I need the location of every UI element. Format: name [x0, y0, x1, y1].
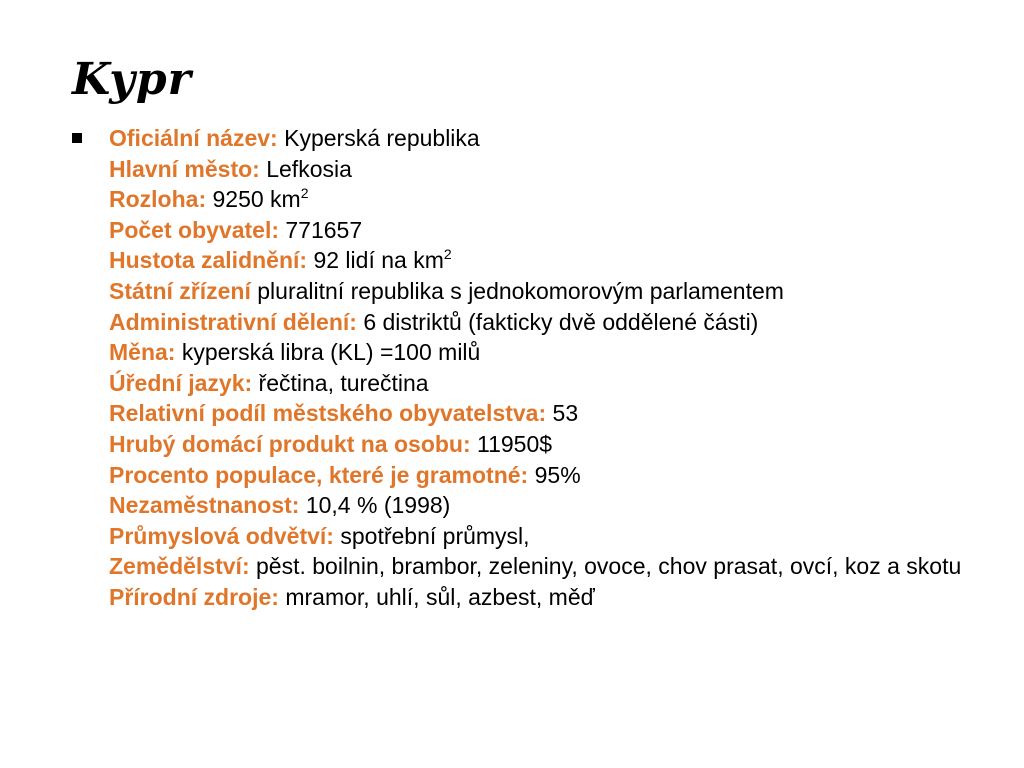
square-bullet-icon	[72, 133, 82, 143]
list-item-industry	[109, 521, 989, 552]
item-value: 771657	[285, 216, 363, 243]
item-value: pěst. boilnin, brambor, zeleniny, ovoce, chov prasat, ovcí, koz a skotu	[256, 553, 962, 580]
item-value: kyperská libra (KL) =100 milů	[181, 339, 481, 366]
item-value: Kyperská republika	[284, 125, 480, 151]
list-item-administrative-division	[109, 307, 989, 338]
list-item-density	[109, 245, 989, 276]
slide-title: Kypr	[72, 54, 192, 105]
list-item-official-language	[109, 368, 989, 399]
item-label: Úřední jazyk:	[109, 369, 253, 396]
item-value: pluralitní republika s jednokomorovým parlamentem	[257, 277, 784, 304]
item-label: Průmyslová odvětví:	[109, 522, 334, 549]
list-item-currency	[109, 337, 989, 368]
item-label: Administrativní dělení:	[109, 308, 357, 335]
item-value: 10,4 % (1998)	[305, 492, 451, 519]
list-item-unemployment	[109, 490, 989, 521]
list-item-agriculture	[109, 551, 989, 582]
list-item-literacy	[109, 460, 989, 491]
list-item-area	[109, 184, 989, 215]
item-superscript: 2	[300, 185, 309, 202]
item-label: Zemědělství:	[109, 553, 250, 580]
item-label: Relativní podíl městského obyvatelstva:	[109, 400, 547, 427]
item-label: Rozloha:	[109, 186, 207, 213]
item-value: 92 lidí na km	[313, 247, 444, 274]
item-label: Počet obyvatel:	[109, 216, 279, 243]
list-item-urban-population	[109, 398, 989, 429]
item-label: Oficiální název:	[109, 125, 278, 151]
item-label: Nezaměstnanost:	[109, 492, 300, 519]
list-item-natural-resources	[109, 582, 989, 613]
info-list	[109, 123, 989, 613]
item-value: 95%	[534, 461, 581, 488]
item-label: Hustota zalidnění:	[109, 247, 308, 274]
item-label: Přírodní zdroje:	[109, 583, 279, 610]
item-label: Hlavní město:	[109, 155, 260, 182]
item-value: mramor, uhlí, sůl, azbest, měď	[285, 583, 595, 610]
item-value: řečtina, turečtina	[258, 369, 429, 396]
item-value: 53	[552, 400, 579, 427]
item-label: Měna:	[109, 339, 176, 366]
list-item-capital	[109, 154, 989, 185]
item-value: spotřební průmysl,	[340, 522, 530, 549]
item-label: Procento populace, které je gramotné:	[109, 461, 529, 488]
item-value: Lefkosia	[266, 155, 352, 182]
item-superscript: 2	[443, 246, 452, 263]
list-item-government	[109, 276, 989, 307]
list-item-gdp-per-capita	[109, 429, 989, 460]
item-value: 6 distriktů (fakticky dvě oddělené části)	[363, 308, 759, 335]
item-value: 11950$	[477, 430, 553, 457]
item-label: Státní zřízení	[109, 277, 251, 304]
item-label: Hrubý domácí produkt na osobu:	[109, 430, 471, 457]
list-item-official-name	[109, 123, 989, 154]
item-value: 9250 km	[212, 186, 301, 213]
list-item-population	[109, 215, 989, 246]
